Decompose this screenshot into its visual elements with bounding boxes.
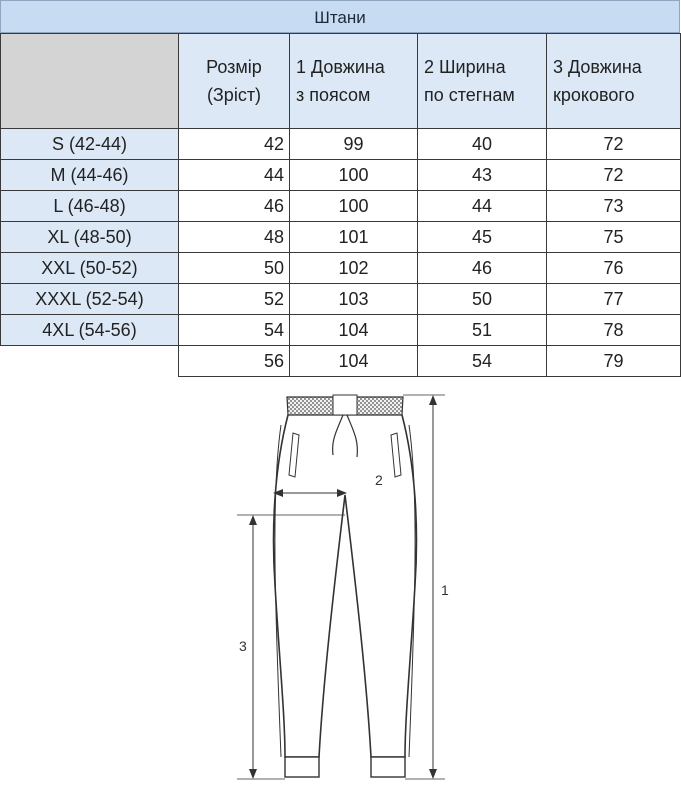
header-width-line1: 2 Ширина <box>424 57 506 77</box>
label-inseam: 3 <box>239 638 247 654</box>
row-size-label: XXXL (52-54) <box>1 284 179 315</box>
header-length-line1: 1 Довжина <box>296 57 385 77</box>
header-inseam-line2: крокового <box>553 85 635 105</box>
cell-inseam: 72 <box>547 129 681 160</box>
cell-size: 44 <box>179 160 290 191</box>
cell-inseam: 75 <box>547 222 681 253</box>
cell-length: 100 <box>290 160 418 191</box>
size-chart-table <box>0 33 681 377</box>
cell-width: 51 <box>418 315 547 346</box>
cell-length: 100 <box>290 191 418 222</box>
header-size <box>179 34 290 129</box>
cell-width: 40 <box>418 129 547 160</box>
table-title: Штани <box>0 0 680 33</box>
table-row <box>1 315 681 346</box>
cell-size: 46 <box>179 191 290 222</box>
cell-width: 54 <box>418 346 547 377</box>
cell-width: 44 <box>418 191 547 222</box>
cell-inseam: 79 <box>547 346 681 377</box>
cell-size: 52 <box>179 284 290 315</box>
table-row <box>1 346 681 377</box>
header-length-line2: з поясом <box>296 85 371 105</box>
cell-length: 101 <box>290 222 418 253</box>
row-size-label: M (44-46) <box>1 160 179 191</box>
row-size-label: L (46-48) <box>1 191 179 222</box>
label-width: 2 <box>375 472 383 488</box>
cell-inseam: 73 <box>547 191 681 222</box>
cell-size: 48 <box>179 222 290 253</box>
cell-inseam: 77 <box>547 284 681 315</box>
cell-width: 43 <box>418 160 547 191</box>
cell-size: 50 <box>179 253 290 284</box>
header-inseam <box>547 34 681 129</box>
cell-length: 99 <box>290 129 418 160</box>
header-inseam-line1: 3 Довжина <box>553 57 642 77</box>
row-size-label: XL (48-50) <box>1 222 179 253</box>
row-size-label <box>1 346 179 377</box>
cell-length: 104 <box>290 346 418 377</box>
header-width <box>418 34 547 129</box>
row-size-label: 4XL (54-56) <box>1 315 179 346</box>
header-size-line2: (Зріст) <box>206 85 262 105</box>
header-length <box>290 34 418 129</box>
table-row <box>1 160 681 191</box>
cell-size: 54 <box>179 315 290 346</box>
cell-inseam: 78 <box>547 315 681 346</box>
table-row <box>1 129 681 160</box>
cell-size: 56 <box>179 346 290 377</box>
header-width-line2: по стегнам <box>424 85 515 105</box>
cell-size: 42 <box>179 129 290 160</box>
cell-length: 102 <box>290 253 418 284</box>
cell-length: 104 <box>290 315 418 346</box>
cell-length: 103 <box>290 284 418 315</box>
label-length: 1 <box>441 582 449 598</box>
table-row <box>1 222 681 253</box>
cell-width: 45 <box>418 222 547 253</box>
row-size-label: XXL (50-52) <box>1 253 179 284</box>
header-row <box>1 34 681 129</box>
header-size-line1: Розмір <box>206 57 262 77</box>
cell-width: 46 <box>418 253 547 284</box>
table-row <box>1 284 681 315</box>
cell-inseam: 72 <box>547 160 681 191</box>
table-row <box>1 191 681 222</box>
pants-measurement-diagram-icon <box>215 385 475 795</box>
header-corner <box>1 34 179 129</box>
cell-inseam: 76 <box>547 253 681 284</box>
table-row <box>1 253 681 284</box>
cell-width: 50 <box>418 284 547 315</box>
row-size-label: S (42-44) <box>1 129 179 160</box>
